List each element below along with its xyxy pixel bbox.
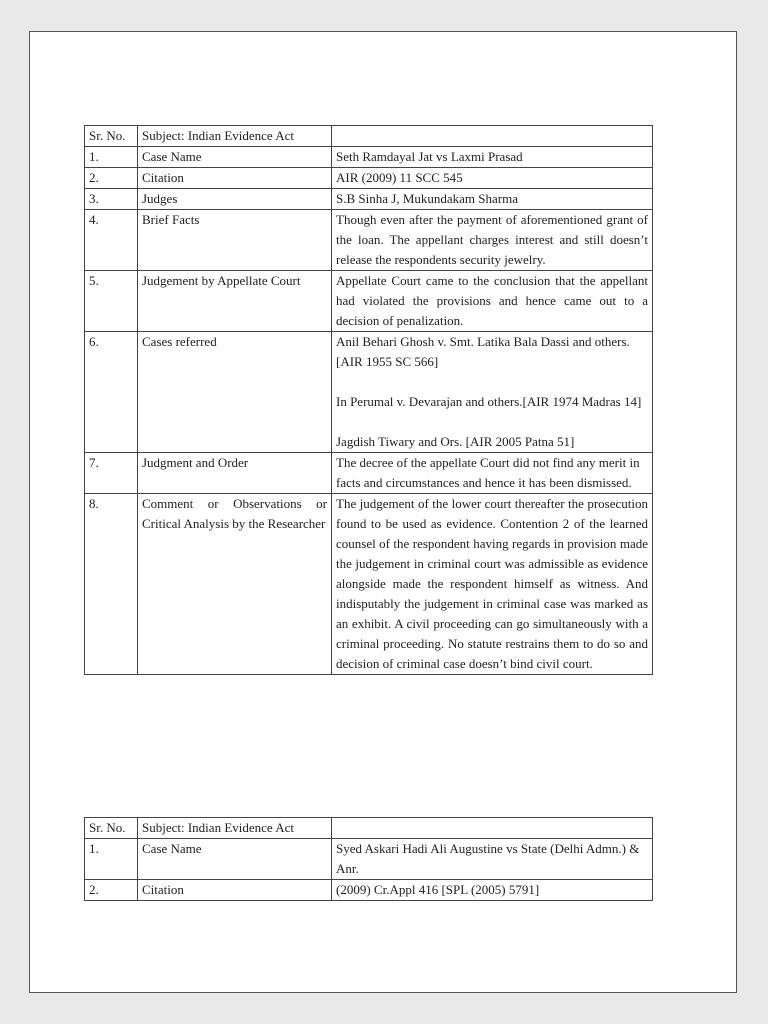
document-page <box>29 31 737 993</box>
sr-cell: 8. <box>85 494 138 675</box>
sr-cell: 1. <box>85 147 138 168</box>
table-row <box>85 271 653 332</box>
sr-cell: 3. <box>85 189 138 210</box>
case-table-1 <box>84 125 653 675</box>
subject-header: Subject: Indian Evidence Act <box>138 126 332 147</box>
label-cell: Cases referred <box>138 332 332 453</box>
value-cell: (2009) Cr.Appl 416 [SPL (2005) 5791] <box>332 880 653 901</box>
table-row <box>85 494 653 675</box>
table-row <box>85 168 653 189</box>
cases-referred-cell <box>332 332 653 453</box>
sr-no-header: Sr. No. <box>85 126 138 147</box>
sr-cell: 2. <box>85 168 138 189</box>
label-cell: Case Name <box>138 839 332 880</box>
value-cell: Seth Ramdayal Jat vs Laxmi Prasad <box>332 147 653 168</box>
table-row <box>85 839 653 880</box>
value-cell: Though even after the payment of aforementioned grant of the loan. The appellant charges interest and still doesn’t release the respondents security jewelry. <box>332 210 653 271</box>
value-cell: AIR (2009) 11 SCC 545 <box>332 168 653 189</box>
value-cell: Appellate Court came to the conclusion that the appellant had violated the provisions and hence came out to a decision of penalization. <box>332 271 653 332</box>
subject-header: Subject: Indian Evidence Act <box>138 818 332 839</box>
label-cell: Judgement by Appellate Court <box>138 271 332 332</box>
label-cell: Comment or Observations or Critical Analysis by the Researcher <box>138 494 332 675</box>
case-reference: Jagdish Tiwary and Ors. [AIR 2005 Patna 51] <box>336 434 575 449</box>
sr-cell: 6. <box>85 332 138 453</box>
table-header-row <box>85 126 653 147</box>
value-cell: The judgement of the lower court thereafter the prosecution found to be used as evidence. Contention 2 of the learned counsel of the respondent having regards in provision made the judgement in criminal court was admissible as evidence alongside made the respondent himself as witness. And indisputably the judgement in criminal case was marked as an exhibit. A civil proceeding can go simultaneously with a criminal proceeding. No statute restrains them to do so and decision of criminal case doesn’t bind civil court. <box>332 494 653 675</box>
label-cell: Citation <box>138 168 332 189</box>
label-cell: Judges <box>138 189 332 210</box>
table-row <box>85 189 653 210</box>
value-cell: The decree of the appellate Court did not find any merit in facts and circumstances and hence it has been dismissed. <box>332 453 653 494</box>
case-reference: Anil Behari Ghosh v. Smt. Latika Bala Dassi and others. [AIR 1955 SC 566] <box>336 334 630 369</box>
table-row <box>85 210 653 271</box>
sr-no-header: Sr. No. <box>85 818 138 839</box>
header-value-cell <box>332 818 653 839</box>
sr-cell: 4. <box>85 210 138 271</box>
label-cell: Brief Facts <box>138 210 332 271</box>
label-cell: Case Name <box>138 147 332 168</box>
value-cell: Syed Askari Hadi Ali Augustine vs State (Delhi Admn.) & Anr. <box>332 839 653 880</box>
table-row <box>85 453 653 494</box>
sr-cell: 1. <box>85 839 138 880</box>
sr-cell: 7. <box>85 453 138 494</box>
label-cell: Citation <box>138 880 332 901</box>
sr-cell: 2. <box>85 880 138 901</box>
case-reference: In Perumal v. Devarajan and others.[AIR 1974 Madras 14] <box>336 394 642 409</box>
sr-cell: 5. <box>85 271 138 332</box>
table-row <box>85 147 653 168</box>
case-table-2 <box>84 817 653 901</box>
table-row <box>85 332 653 453</box>
table-row <box>85 880 653 901</box>
value-cell: S.B Sinha J, Mukundakam Sharma <box>332 189 653 210</box>
header-value-cell <box>332 126 653 147</box>
label-cell: Judgment and Order <box>138 453 332 494</box>
table-header-row <box>85 818 653 839</box>
